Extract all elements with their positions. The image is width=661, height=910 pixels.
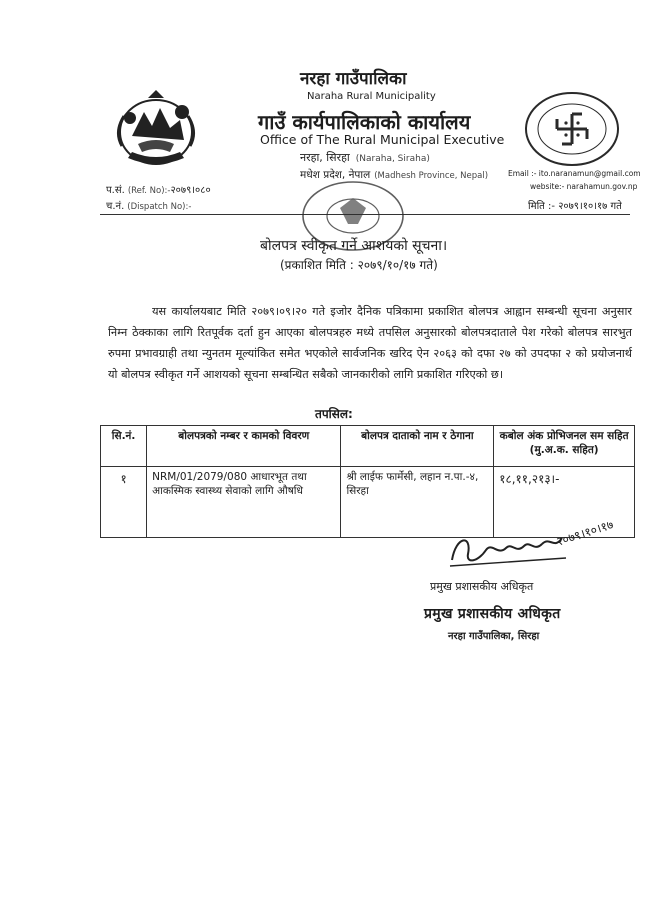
ref-label-en: (Ref. No):-: [127, 186, 171, 196]
designation-stamp-title: प्रमुख प्रशासकीय अधिकृत: [424, 606, 561, 622]
row-serial: १: [101, 467, 147, 538]
address-line-1: [300, 150, 430, 165]
table-label: तपसिल:: [315, 407, 353, 421]
handwritten-signature-icon: [446, 516, 616, 572]
municipality-title-en: Naraha Rural Municipality: [307, 91, 436, 102]
header-serial: सि.नं.: [101, 426, 147, 467]
row-work: NRM/01/2079/080 आधारभूत तथा आकस्मिक स्वास्थ्य सेवाको लागि औषधि: [147, 467, 341, 538]
reference-number: [106, 182, 211, 196]
address-1-en: (Naraha, Siraha): [355, 154, 430, 164]
dispatch-number: [106, 198, 191, 212]
signature-date: २०७९।१०।१७: [554, 517, 616, 549]
address-2-en: (Madhesh Province, Nepal): [374, 171, 489, 181]
header-bidder: बोलपत्र दाताको नाम र ठेगाना: [341, 426, 494, 467]
address-2-np: मधेश प्रदेश, नेपाल: [300, 169, 371, 181]
row-bidder: श्री लाईफ फार्मेसी, लहान न.पा.-४, सिरहा: [341, 467, 494, 538]
municipality-title-np: नरहा गाउँपालिका: [300, 69, 407, 89]
designation-stamp-place: नरहा गाउँपालिका, सिरहा: [448, 631, 540, 642]
ref-label: प.सं.: [106, 185, 125, 196]
office-title-np: गाउँ कार्यपालिकाको कार्यालय: [258, 110, 471, 134]
table-header-row: [101, 426, 635, 467]
header-amount: कबोल अंक प्रोभिजनल सम सहित (मु.अ.क. सहित): [494, 426, 635, 467]
dispatch-label: च.नं.: [106, 201, 125, 212]
office-title-en: Office of The Rural Municipal Executive: [260, 132, 505, 147]
nepal-emblem-icon: [108, 86, 204, 172]
document-date: मिति :- २०७९।१०।१७ गते: [528, 201, 622, 212]
address-1-np: नरहा, सिरहा: [300, 151, 350, 164]
notice-body-paragraph: यस कार्यालयबाट मिति २०७९।०९।२० गते इजोर दैनिक पत्रिकामा प्रकाशित बोलपत्र आह्वान सम्बन्धी सूचना अनुसार निम्न ठेक्काका लागि रितपूर्वक दर्ता हुन आएका बोलपत्रहरु मध्ये तपसिल अनुसारको बोलपत्रदाताले पेश गरेको बोलपत्र सारभुत रुपमा प्रभावग्राही तथा न्युनतम मूल्यांकित समेत भएकोले सार्वजनिक खरिद ऐन २०६३ को दफा २७ को उपदफा २ को प्रयोजनार्थ यो बोलपत्र स्वीकृत गर्ने आशयको सूचना सम्बन्धित सबैको जानकारीको लागि प्रकाशित गरिएको छ।: [108, 305, 632, 381]
header-work: बोलपत्रको नम्बर र कामको विवरण: [147, 426, 341, 467]
dispatch-label-en: (Dispatch No):-: [127, 202, 192, 212]
municipality-seal-icon: [522, 90, 622, 168]
row-amount: १८,११,२१३।-: [494, 467, 635, 538]
notice-title: बोलपत्र स्वीकृत गर्ने आशयको सूचना।: [260, 238, 448, 254]
office-website: website:- narahamun.gov.np: [530, 182, 638, 191]
notice-published-date: (प्रकाशित मिति : २०७९/१०/१७ गते): [280, 258, 438, 272]
office-email: Email :- ito.naranamun@gmail.com: [508, 169, 641, 178]
ref-value: २०७९।०८०: [170, 185, 211, 196]
signatory-role: प्रमुख प्रशासकीय अधिकृत: [430, 580, 534, 593]
